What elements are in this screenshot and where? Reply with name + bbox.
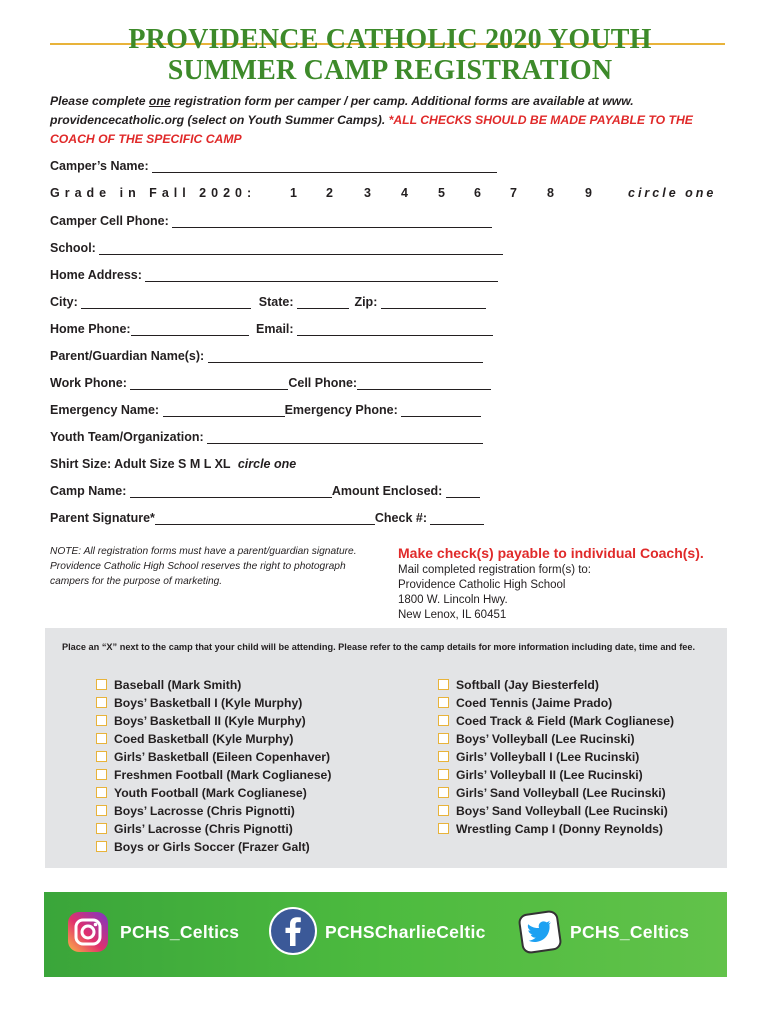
- camp-option[interactable]: [438, 714, 674, 732]
- camp-checkbox[interactable]: [96, 769, 107, 780]
- payable-notice: Make check(s) payable to individual Coach(s).: [398, 545, 704, 561]
- camp-label: Coed Basketball (Kyle Murphy): [114, 732, 294, 746]
- grade-option[interactable]: 9: [585, 186, 592, 200]
- grade-option[interactable]: 6: [474, 186, 481, 200]
- camp-option[interactable]: [96, 804, 295, 822]
- grade-option[interactable]: 3: [364, 186, 371, 200]
- intro-part-1: Please complete: [50, 94, 149, 108]
- camp-option[interactable]: [96, 840, 310, 858]
- camp-option[interactable]: [96, 696, 302, 714]
- intro-checks-notice: *ALL CHECKS SHOULD BE MADE PAYABLE TO THE COACH OF THE SPECIFIC CAMP: [50, 113, 693, 146]
- camp-label: Softball (Jay Biesterfeld): [456, 678, 599, 692]
- camp-checkbox[interactable]: [96, 697, 107, 708]
- camp-option[interactable]: [438, 768, 643, 786]
- youth-team-field[interactable]: [207, 430, 483, 444]
- cell-phone-label: Camper Cell Phone:: [50, 214, 169, 228]
- camp-checkbox[interactable]: [96, 733, 107, 744]
- mail-line-3: 1800 W. Lincoln Hwy.: [398, 594, 508, 606]
- title-line-1: PROVIDENCE CATHOLIC 2020 YOUTH: [128, 24, 652, 55]
- grade-option[interactable]: 8: [547, 186, 554, 200]
- twitter-handle[interactable]: PCHS_Celtics: [570, 922, 690, 942]
- emergency-row: [50, 403, 481, 419]
- shirt-size-row[interactable]: [50, 457, 296, 473]
- emergency-phone-label: Emergency Phone:: [284, 403, 398, 417]
- camp-option[interactable]: [96, 714, 306, 732]
- camp-option[interactable]: [438, 786, 666, 804]
- camp-label: Girls’ Sand Volleyball (Lee Rucinski): [456, 786, 666, 800]
- signature-note: NOTE: All registration forms must have a parent/guardian signature. Providence Catholic High School reserves the right to photograph campers for the purpose of marketing.: [50, 546, 357, 587]
- camp-label: Youth Football (Mark Coglianese): [114, 786, 307, 800]
- intro-text: [50, 92, 740, 149]
- school-row: [50, 241, 503, 257]
- home-address-label: Home Address:: [50, 268, 142, 282]
- grade-option[interactable]: 4: [401, 186, 408, 200]
- home-phone-label: Home Phone:: [50, 322, 131, 336]
- camp-checkbox[interactable]: [96, 715, 107, 726]
- youth-team-label: Youth Team/Organization:: [50, 430, 204, 444]
- camp-label: Boys’ Basketball II (Kyle Murphy): [114, 714, 306, 728]
- camp-name-field[interactable]: [130, 484, 332, 498]
- camp-option[interactable]: [96, 750, 330, 768]
- camp-label: Boys’ Sand Volleyball (Lee Rucinski): [456, 804, 668, 818]
- camp-option[interactable]: [96, 822, 293, 840]
- page-title: [50, 24, 730, 86]
- zip-field[interactable]: [381, 295, 486, 309]
- camp-checkbox[interactable]: [438, 679, 449, 690]
- title-line-2: SUMMER CAMP REGISTRATION: [167, 55, 613, 86]
- camp-checkbox[interactable]: [438, 787, 449, 798]
- home-address-row: [50, 268, 498, 284]
- camp-checkbox[interactable]: [438, 697, 449, 708]
- home-phone-email-row: [50, 322, 493, 338]
- cell-phone-field-2[interactable]: [357, 376, 491, 390]
- intro-part-2: registration form per camper / per camp. Additional forms are available at www. providencecatholic.org (select on Youth Summer Camps).: [50, 94, 634, 127]
- twitter-icon[interactable]: [515, 907, 565, 957]
- home-address-field[interactable]: [145, 268, 498, 282]
- intro-emphasis: one: [148, 94, 171, 108]
- shirt-size-hint: circle one: [237, 457, 297, 471]
- camp-label: Boys’ Volleyball (Lee Rucinski): [456, 732, 635, 746]
- camp-label: Boys’ Basketball I (Kyle Murphy): [114, 696, 303, 710]
- facebook-handle[interactable]: PCHSCharlieCeltic: [325, 922, 486, 942]
- camp-option[interactable]: [438, 750, 639, 768]
- camp-label: Boys’ Lacrosse (Chris Pignotti): [114, 804, 295, 818]
- camp-option[interactable]: [96, 786, 307, 804]
- cell-phone-row: [50, 214, 492, 230]
- mail-line-4: New Lenox, IL 60451: [398, 609, 507, 621]
- emergency-phone-field[interactable]: [401, 403, 481, 417]
- camper-name-field[interactable]: [152, 159, 497, 173]
- state-field[interactable]: [297, 295, 349, 309]
- camp-checkbox[interactable]: [438, 733, 449, 744]
- grade-option[interactable]: 1: [290, 186, 297, 200]
- grade-circle-hint: circle one: [628, 186, 717, 200]
- grade-option[interactable]: 5: [438, 186, 445, 200]
- camp-checkbox[interactable]: [438, 823, 449, 834]
- email-label: Email:: [256, 322, 294, 336]
- instagram-handle[interactable]: PCHS_Celtics: [120, 922, 240, 942]
- amount-enclosed-field[interactable]: [446, 484, 480, 498]
- check-number-label: Check #:: [374, 511, 427, 525]
- camper-name-label: Camper’s Name:: [50, 159, 149, 173]
- camp-checkbox[interactable]: [438, 769, 449, 780]
- email-field[interactable]: [297, 322, 493, 336]
- camp-label: Freshmen Football (Mark Coglianese): [114, 768, 332, 782]
- camp-checkbox[interactable]: [96, 751, 107, 762]
- city-state-zip-row: [50, 295, 486, 311]
- city-field[interactable]: [81, 295, 251, 309]
- emergency-name-label: Emergency Name:: [50, 403, 160, 417]
- camp-label: Coed Tennis (Jaime Prado): [456, 696, 613, 710]
- camp-checkbox[interactable]: [96, 679, 107, 690]
- camp-label: Girls’ Basketball (Eileen Copenhaver): [114, 750, 331, 764]
- emergency-name-field[interactable]: [163, 403, 285, 417]
- grade-label: Grade in Fall 2020:: [50, 186, 257, 200]
- camp-checkbox[interactable]: [96, 841, 107, 852]
- work-phone-label: Work Phone:: [50, 376, 127, 390]
- camp-name-label: Camp Name:: [50, 484, 127, 498]
- parent-names-label: Parent/Guardian Name(s):: [50, 349, 205, 363]
- mail-line-1: Mail completed registration form(s) to:: [398, 564, 592, 576]
- camp-option[interactable]: [438, 678, 599, 696]
- instagram-icon[interactable]: [66, 910, 110, 954]
- amount-enclosed-label: Amount Enclosed:: [331, 484, 443, 498]
- camp-label: Girls’ Volleyball II (Lee Rucinski): [456, 768, 643, 782]
- facebook-icon[interactable]: [268, 906, 318, 956]
- camp-label: Baseball (Mark Smith): [114, 678, 242, 692]
- zip-label: Zip:: [354, 295, 378, 309]
- camp-option[interactable]: [96, 678, 241, 696]
- camp-option[interactable]: [438, 732, 635, 750]
- camp-option[interactable]: [96, 768, 331, 786]
- camp-amount-row: [50, 484, 480, 500]
- parent-signature-field[interactable]: [155, 511, 375, 525]
- camp-checkbox[interactable]: [96, 805, 107, 816]
- camp-option[interactable]: [438, 822, 663, 840]
- camper-name-row: [50, 159, 497, 175]
- camp-label: Girls’ Lacrosse (Chris Pignotti): [114, 822, 293, 836]
- camp-checkbox[interactable]: [96, 823, 107, 834]
- camp-option[interactable]: [438, 696, 612, 714]
- shirt-size-label: Shirt Size: Adult Size S M L XL: [50, 457, 231, 471]
- grade-option[interactable]: 7: [510, 186, 517, 200]
- camp-label: Wrestling Camp I (Donny Reynolds): [456, 822, 663, 836]
- camp-checkbox[interactable]: [96, 787, 107, 798]
- state-label: State:: [258, 295, 294, 309]
- parent-names-row: [50, 349, 483, 365]
- camp-option[interactable]: [96, 732, 293, 750]
- parent-names-field[interactable]: [208, 349, 483, 363]
- work-phone-field[interactable]: [130, 376, 288, 390]
- camp-label: Coed Track & Field (Mark Coglianese): [456, 714, 675, 728]
- youth-team-row: [50, 430, 483, 446]
- camp-checkbox[interactable]: [438, 751, 449, 762]
- camp-label: Boys or Girls Soccer (Frazer Galt): [114, 840, 310, 854]
- parent-signature-label: Parent Signature*: [50, 511, 155, 525]
- check-number-field[interactable]: [430, 511, 484, 525]
- signature-row: [50, 511, 484, 527]
- grade-option[interactable]: 2: [326, 186, 333, 200]
- camp-checkbox[interactable]: [438, 805, 449, 816]
- school-field[interactable]: [99, 241, 503, 255]
- school-label: School:: [50, 241, 96, 255]
- camp-instructions: Place an “X” next to the camp that your child will be attending. Please refer to the camp details for more information including date, time and fee.: [62, 642, 696, 652]
- camp-checkbox[interactable]: [438, 715, 449, 726]
- city-label: City:: [50, 295, 78, 309]
- camp-option[interactable]: [438, 804, 668, 822]
- home-phone-field[interactable]: [131, 322, 249, 336]
- mailing-address: [398, 563, 591, 623]
- cell-phone-label-2: Cell Phone:: [288, 376, 358, 390]
- work-cell-row: [50, 376, 491, 392]
- camp-label: Girls’ Volleyball I (Lee Rucinski): [456, 750, 640, 764]
- mail-line-2: Providence Catholic High School: [398, 579, 566, 591]
- cell-phone-field[interactable]: [172, 214, 492, 228]
